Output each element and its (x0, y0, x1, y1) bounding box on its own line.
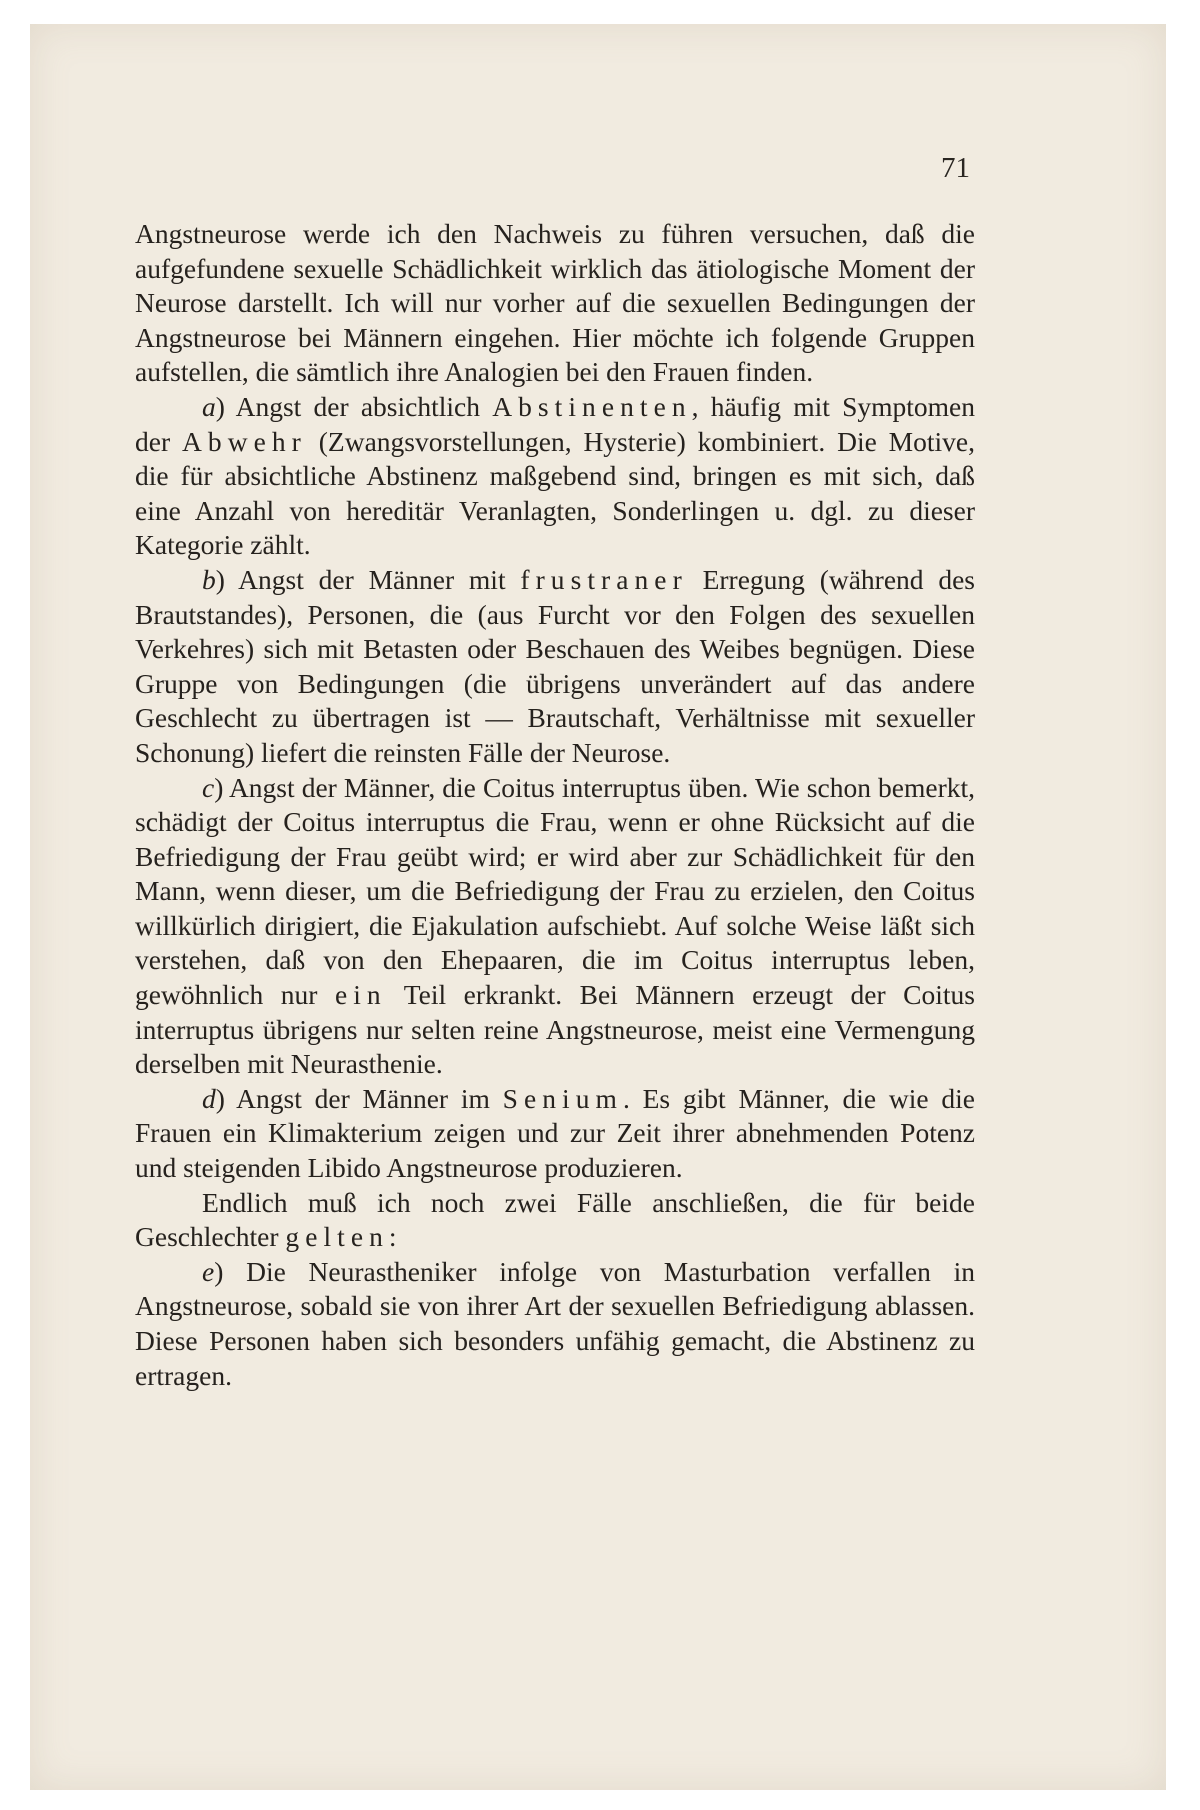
item-label: e (202, 1255, 215, 1287)
item-label: a (202, 390, 216, 422)
text-run: ) Angst der absichtlich (215, 390, 493, 422)
text-run: Teil erkrankt. Bei Männern erzeugt der Coitus interruptus übrigens nur selten reine Angstneurose, meist eine Vermengung derselben mit Neurasthenie. (135, 979, 975, 1080)
emphasized-term: frustraner (520, 563, 688, 595)
item-label: c (202, 771, 215, 803)
item-label: d (202, 1082, 216, 1114)
text-run: ) Angst der Männer mit (215, 563, 521, 595)
text-run: . Es gibt Männer, die wie die Frauen ein Klimakterium zeigen und zur Zeit ihrer abnehmenden Potenz und steigenden Libido Angstneurose produzieren. (135, 1082, 975, 1184)
emphasized-term: Senium (502, 1082, 623, 1114)
emphasized-term: ein (334, 979, 387, 1011)
emphasized-term: Abstinenten (492, 390, 692, 422)
emphasized-term: gelten (285, 1221, 389, 1253)
text-run: Endlich muß ich noch zwei Fälle anschließen, die für beide Geschlechter (135, 1186, 975, 1253)
paragraph-item-e (135, 1255, 975, 1393)
paragraph-item-b (135, 563, 975, 771)
paragraph-closing (135, 1186, 975, 1255)
book-page (30, 24, 1166, 1790)
text-run: (Zwangsvorstellungen, Hysterie) kombiniert. Die Motive, die für absichtliche Abstinenz maßgebend sind, bringen es mit sich, daß eine Anzahl von hereditär Veranlagten, Sonderlingen u. dgl. zu dieser Kategorie zählt. (135, 425, 975, 561)
text-run: : (388, 1221, 397, 1253)
text-run: Angstneurose werde ich den Nachweis zu führen versuchen, daß die aufgefundene sexuelle Schädlichkeit wirklich das ätiologische Moment der Neurose darstellt. Ich will nur vorher auf die sexuellen Bedingungen der Angstneurose bei Männern eingehen. Hier möchte ich folgende Gruppen aufstellen, die sämtlich ihre Analogien bei den Frauen finden. (135, 218, 975, 388)
body-text (135, 217, 975, 1393)
text-run: , häufig mit Symptomen der (135, 390, 975, 457)
paragraph-item-c (135, 771, 975, 1082)
emphasized-term: Abwehr (182, 425, 307, 457)
text-run: Erregung (während des Brautstandes), Personen, die (aus Furcht vor den Folgen des sexuellen Verkehres) sich mit Betasten oder Beschauen des Weibes begnügen. Diese Gruppe von Bedingungen (die übrigens unverändert auf das andere Geschlecht zu übertragen ist — Brautschaft, Verhältnisse mit sexueller Schonung) liefert die reinsten Fälle der Neurose. (135, 563, 975, 768)
text-run: ) Angst der Männer, die Coitus interruptus üben. Wie schon bemerkt, schädigt der Coitus interruptus die Frau, wenn er ohne Rücksicht auf die Befriedigung der Frau geübt wird; er wird aber zur Schädlichkeit für den Mann, wenn dieser, um die Befriedigung der Frau zu erzielen, den Coitus willkürlich dirigiert, die Ejakulation aufschiebt. Auf solche Weise läßt sich verstehen, daß von den Ehepaaren, die im Coitus interruptus leben, gewöhnlich nur (135, 771, 975, 1011)
item-label: b (202, 563, 216, 595)
paragraph-intro (135, 217, 975, 390)
text-run: ) Die Neurastheniker infolge von Masturbation verfallen in Angstneurose, sobald sie von ihrer Art der sexuellen Befriedigung ablassen. Diese Personen haben sich besonders unfähig gemacht, die Abstinenz zu ertragen. (135, 1255, 975, 1391)
page-number: 71 (941, 152, 970, 184)
paragraph-item-a (135, 390, 975, 563)
text-run: ) Angst der Männer im (215, 1082, 503, 1114)
paragraph-item-d (135, 1082, 975, 1186)
